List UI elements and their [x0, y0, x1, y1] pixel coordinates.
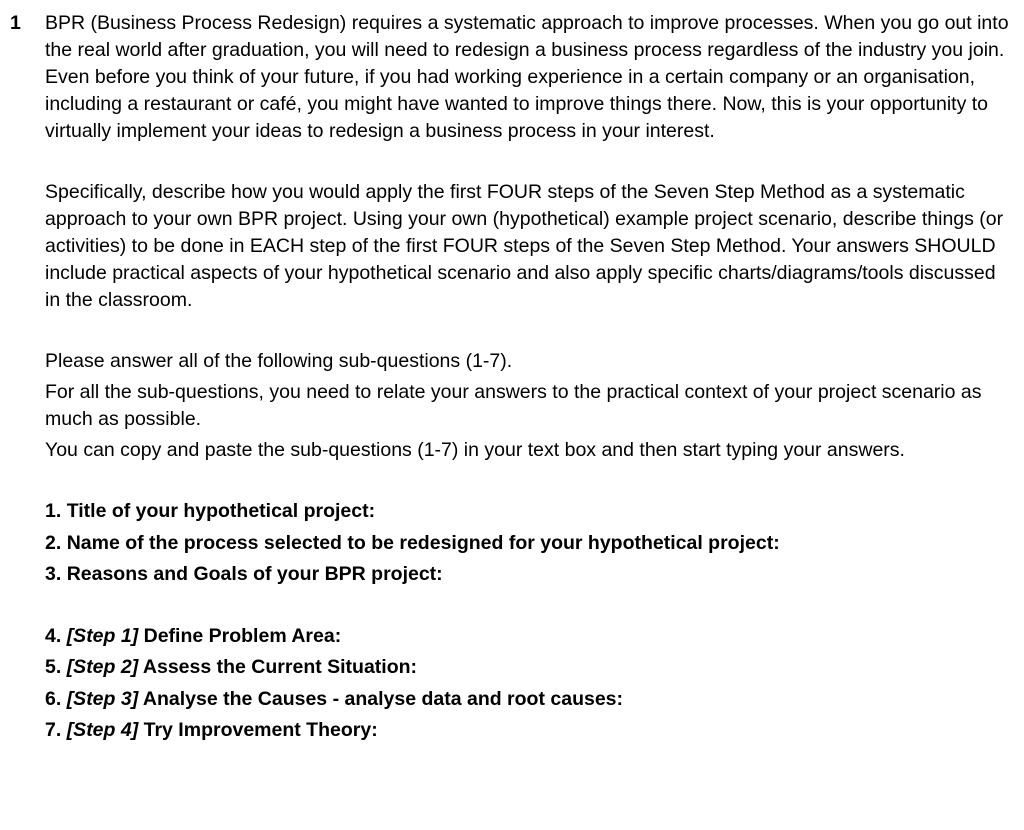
subquestion-text: Try Improvement Theory: — [143, 719, 378, 741]
question-body — [45, 10, 1010, 747]
subquestion-6 — [45, 684, 1010, 716]
subquestion-text: Title of your hypothetical project: — [66, 500, 376, 522]
subquestion-number: 3. — [45, 563, 62, 585]
subquestion-5 — [45, 652, 1010, 684]
subquestion-number: 4. — [45, 624, 62, 647]
subquestion-2 — [45, 528, 1010, 560]
instruction-copy-paste: You can copy and paste the sub-questions (1-7) in your text box and then start typing your answers. — [45, 439, 905, 461]
question-number: 1 — [10, 12, 21, 34]
subquestion-number: 7. — [45, 719, 62, 741]
subquestion-text: Analyse the Causes - analyse data and root causes: — [142, 687, 624, 710]
step-tag: [Step 3] — [66, 687, 139, 710]
subquestion-text: Assess the Current Situation: — [142, 656, 418, 678]
intro-paragraph: BPR (Business Process Redesign) requires a systematic approach to improve processes. When you go out into the real world after graduation, you will need to redesign a business process regardless of the industry you join. Even before you think of your future, if you had working experience in a certain company or an organisation, including a restaurant or café, you might have wanted to improve things there. Now, this is your opportunity to virtually implement your ideas to redesign a business process in your interest. — [45, 12, 1009, 142]
subquestion-number: 5. — [45, 656, 62, 678]
task-paragraph: Specifically, describe how you would apply the first FOUR steps of the Seven Step Method as a systematic approach to your own BPR project. Using your own (hypothetical) example project scenario, describe things (or activities) to be done in EACH step of the first FOUR steps of the Seven Step Method. Your answers SHOULD include practical aspects of your hypothetical scenario and also apply specific charts/diagrams/tools discussed in the classroom. — [45, 181, 1004, 311]
subquestion-text: Name of the process selected to be redesigned for your hypothetical project: — [66, 531, 780, 554]
subquestion-list-steps — [45, 621, 1010, 747]
subquestion-7 — [45, 715, 1010, 747]
step-tag: [Step 2] — [66, 656, 139, 678]
subquestion-3 — [45, 559, 1010, 591]
subquestion-list-general — [45, 496, 1010, 591]
subquestion-1 — [45, 496, 1010, 528]
subquestion-text: Define Problem Area: — [143, 624, 342, 647]
instruction-answer-all: Please answer all of the following sub-questions (1-7). — [45, 350, 513, 372]
subquestion-number: 6. — [45, 687, 62, 710]
subquestion-4 — [45, 621, 1010, 653]
step-tag: [Step 4] — [66, 719, 139, 741]
subquestion-number: 2. — [45, 531, 62, 554]
subquestion-text: Reasons and Goals of your BPR project: — [66, 563, 443, 585]
subquestion-number: 1. — [45, 500, 62, 522]
instruction-relate-context: For all the sub-questions, you need to relate your answers to the practical context of your project scenario as much as possible. — [45, 381, 982, 430]
step-tag: [Step 1] — [66, 624, 139, 647]
